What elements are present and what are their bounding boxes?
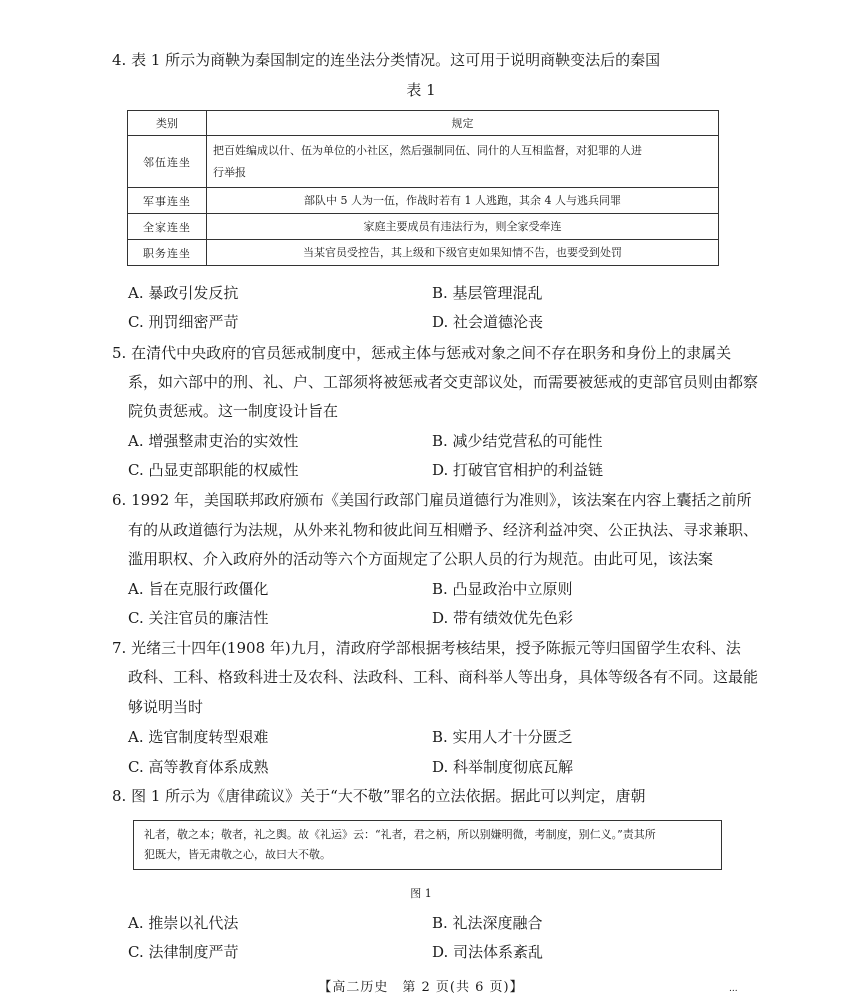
q7-stem-line: 7. 光绪三十四年(1908 年)九月，清政府学部根据考核结果，授予陈振元等归国留学生农科、法 bbox=[112, 639, 741, 657]
table-cell-rule: 家庭主要成员有违法行为，则全家受牵连 bbox=[207, 214, 719, 240]
q6-stem-line: 6. 1992 年，美国联邦政府颁布《美国行政部门雇员道德行为准则》，该法案在内容上囊括之前所 bbox=[112, 491, 752, 509]
page-footer: 【高二历史 第 2 页(共 6 页)】 bbox=[318, 980, 524, 995]
table-row bbox=[128, 214, 719, 240]
q8-quote-box bbox=[133, 820, 722, 870]
q4-option-d[interactable]: D. 社会道德沦丧 bbox=[432, 313, 544, 331]
table-row bbox=[128, 240, 719, 266]
q5-stem-line: 院负责惩戒。这一制度设计旨在 bbox=[128, 402, 339, 420]
q4-table-title: 表 1 bbox=[406, 81, 436, 99]
table-cell-category: 职务连坐 bbox=[128, 240, 207, 266]
table-row bbox=[128, 188, 719, 214]
q8-option-c[interactable]: C. 法律制度严苛 bbox=[128, 943, 239, 961]
table-cell-category: 军事连坐 bbox=[128, 188, 207, 214]
q5-option-a[interactable]: A. 增强整肃吏治的实效性 bbox=[128, 432, 299, 450]
q8-stem: 8. 图 1 所示为《唐律疏议》关于“大不敬”罪名的立法依据。据此可以判定，唐朝 bbox=[112, 787, 646, 805]
rule-line: 把百姓编成以什、伍为单位的小社区，然后强制同伍、同什的人互相监督，对犯罪的人进 bbox=[213, 143, 642, 157]
q7-stem-line: 够说明当时 bbox=[128, 698, 204, 716]
q6-option-c[interactable]: C. 关注官员的廉洁性 bbox=[128, 609, 269, 627]
q6-option-d[interactable]: D. 带有绩效优先色彩 bbox=[432, 609, 574, 627]
q7-stem-line: 政科、工科、格致科进士及农科、法政科、工科、商科举人等出身，具体等级各有不同。这最能 bbox=[128, 668, 759, 686]
q7-option-d[interactable]: D. 科举制度彻底瓦解 bbox=[432, 758, 574, 776]
q6-stem-line: 有的从政道德行为法规，从外来礼物和彼此间互相赠予、经济利益冲突、公正执法、寻求兼职、 bbox=[128, 521, 759, 539]
q8-option-b[interactable]: B. 礼法深度融合 bbox=[432, 914, 543, 932]
q8-option-d[interactable]: D. 司法体系紊乱 bbox=[432, 943, 544, 961]
table-cell-category: 邻伍连坐 bbox=[128, 136, 207, 188]
corner-mark: ... bbox=[729, 984, 738, 994]
q5-option-c[interactable]: C. 凸显吏部职能的权威性 bbox=[128, 461, 299, 479]
q7-option-a[interactable]: A. 选官制度转型艰难 bbox=[128, 728, 269, 746]
q7-option-b[interactable]: B. 实用人才十分匮乏 bbox=[432, 728, 573, 746]
q6-option-a[interactable]: A. 旨在克服行政僵化 bbox=[128, 580, 269, 598]
table-row bbox=[128, 136, 719, 188]
q5-stem-line: 系，如六部中的刑、礼、户、工部须将被惩戒者交吏部议处，而需要被惩戒的吏部官员则由都察 bbox=[128, 373, 759, 391]
q8-figure-caption: 图 1 bbox=[410, 887, 432, 900]
quote-line: 犯既大，皆无肃敬之心，故曰大不敬。 bbox=[144, 848, 331, 861]
q7-option-c[interactable]: C. 高等教育体系成熟 bbox=[128, 758, 269, 776]
q6-stem-line: 滥用职权、介入政府外的活动等六个方面规定了公职人员的行为规范。由此可见，该法案 bbox=[128, 550, 714, 568]
table-cell-rule: 部队中 5 人为一伍，作战时若有 1 人逃跑，其余 4 人与逃兵同罪 bbox=[207, 188, 719, 214]
q4-stem: 4. 表 1 所示为商鞅为秦国制定的连坐法分类情况。这可用于说明商鞅变法后的秦国 bbox=[112, 51, 661, 69]
q4-option-b[interactable]: B. 基层管理混乱 bbox=[432, 284, 543, 302]
table-cell-category: 全家连坐 bbox=[128, 214, 207, 240]
q5-option-d[interactable]: D. 打破官官相护的利益链 bbox=[432, 461, 604, 479]
q4-table bbox=[127, 110, 719, 266]
q5-option-b[interactable]: B. 减少结党营私的可能性 bbox=[432, 432, 603, 450]
table-header-rule: 规定 bbox=[207, 111, 719, 136]
table-cell-rule: 当某官员受控告，其上级和下级官吏如果知情不告，也要受到处罚 bbox=[207, 240, 719, 266]
q5-stem-line: 5. 在清代中央政府的官员惩戒制度中，惩戒主体与惩戒对象之间不存在职务和身份上的隶属关 bbox=[112, 344, 732, 362]
q4-option-c[interactable]: C. 刑罚细密严苛 bbox=[128, 313, 239, 331]
q4-option-a[interactable]: A. 暴政引发反抗 bbox=[128, 284, 239, 302]
quote-line: 礼者，敬之本；敬者，礼之舆。故《礼运》云：“礼者，君之柄，所以别嫌明微，考制度，别仁义。”责其所 bbox=[144, 828, 656, 841]
q8-option-a[interactable]: A. 推崇以礼代法 bbox=[128, 914, 239, 932]
rule-line: 行举报 bbox=[213, 165, 246, 179]
table-header-category: 类别 bbox=[128, 111, 207, 136]
table-cell-rule bbox=[207, 136, 719, 188]
table-header-row bbox=[128, 111, 719, 136]
q6-option-b[interactable]: B. 凸显政治中立原则 bbox=[432, 580, 573, 598]
